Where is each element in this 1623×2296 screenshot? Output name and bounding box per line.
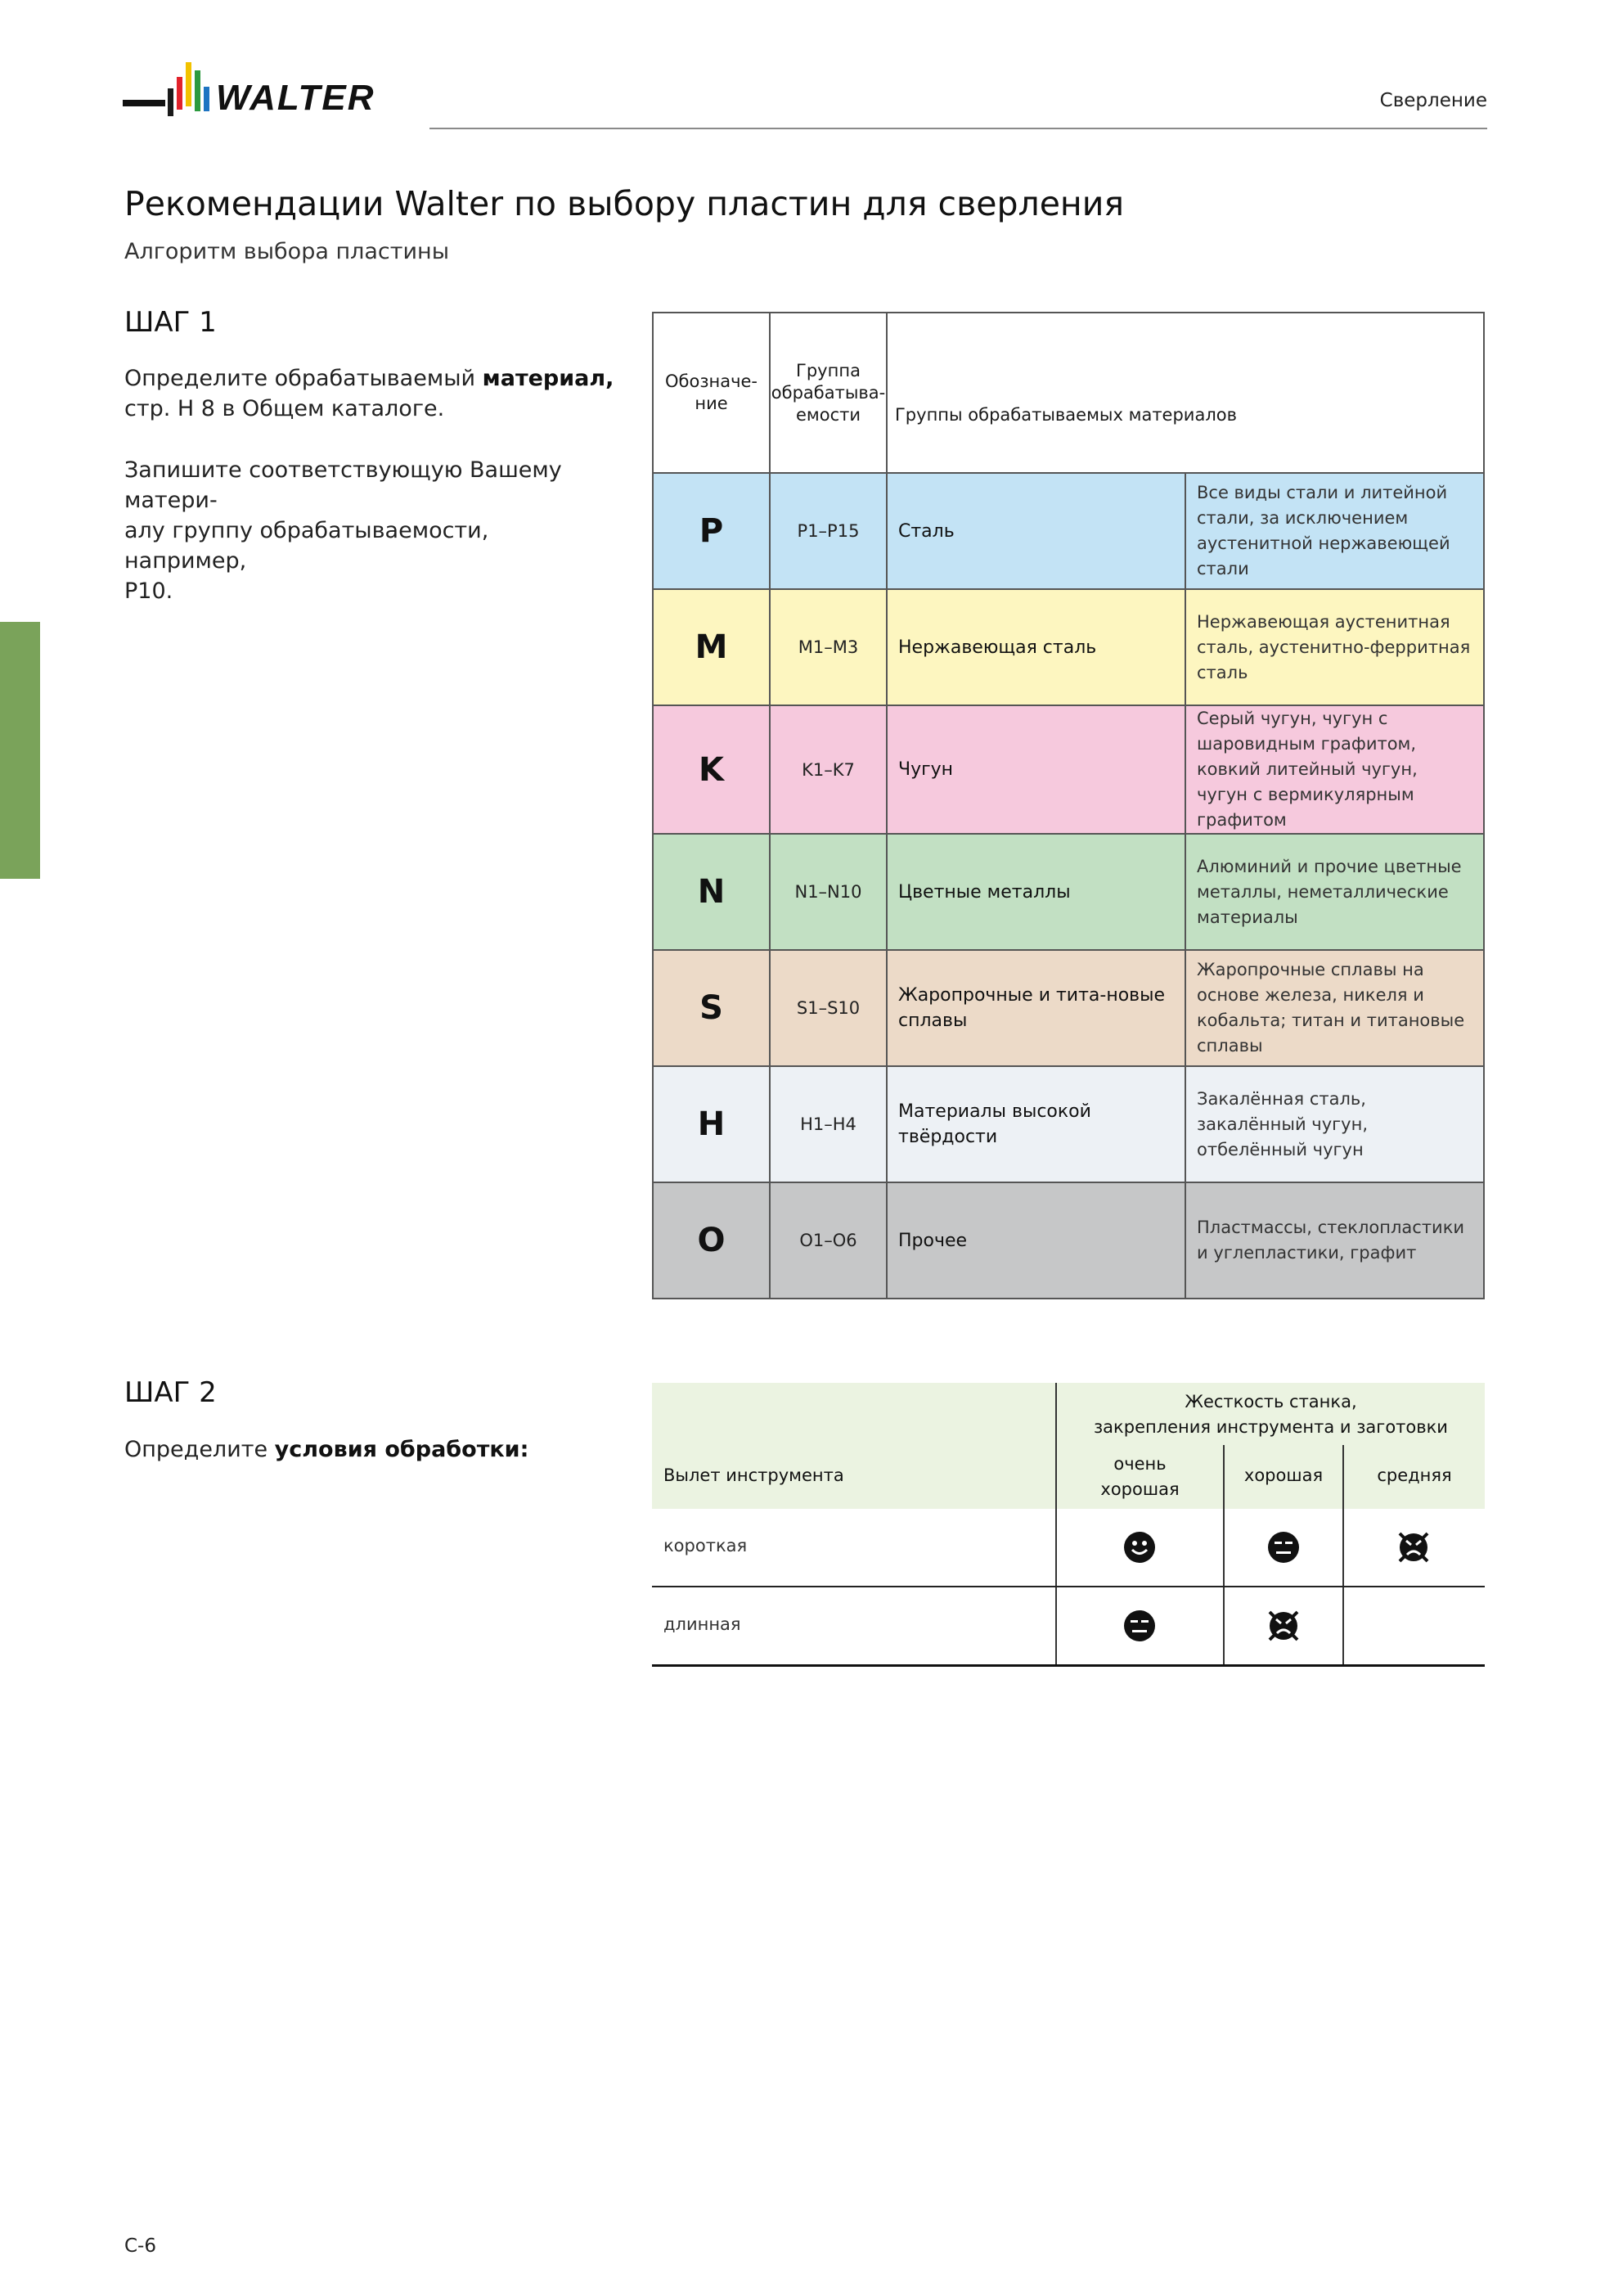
- side-tab-marker: [0, 622, 40, 879]
- material-letter: H: [653, 1066, 770, 1182]
- material-range: N1–N10: [770, 834, 887, 950]
- material-range: P1–P15: [770, 473, 887, 589]
- table-row: [653, 950, 1484, 1066]
- col-medium: средняя: [1377, 1465, 1452, 1485]
- conditions-table: [652, 1383, 1485, 1667]
- material-description: Все виды стали и литейной стали, за исключением аустенитной нержавеющей стали: [1185, 473, 1484, 589]
- material-range: O1–O6: [770, 1182, 887, 1299]
- table-row: [653, 705, 1484, 834]
- material-name: Жаропрочные и тита-новые сплавы: [887, 950, 1185, 1066]
- material-description: Нержавеющая аустенитная сталь, аустенитно-ферритная сталь: [1185, 589, 1484, 705]
- col-very-good: очень хорошая: [1100, 1454, 1180, 1499]
- material-range: H1–H4: [770, 1066, 887, 1182]
- step1-paragraph1: Определите обрабатываемый материал, стр. H 8 в Общем каталоге.: [124, 366, 614, 421]
- material-letter: M: [653, 589, 770, 705]
- material-name: Чугун: [887, 705, 1185, 834]
- table-row: [652, 1587, 1485, 1667]
- col-good: хорошая: [1243, 1465, 1324, 1485]
- material-description: Закалённая сталь, закалённый чугун, отбелённый чугун: [1185, 1066, 1484, 1182]
- step2-paragraph: Определите условия обработки:: [124, 1437, 529, 1462]
- header-group: Группа обрабатыва- емости: [770, 313, 887, 473]
- materials-table: [652, 312, 1485, 1299]
- materials-table-header: [653, 313, 1484, 473]
- material-letter: O: [653, 1182, 770, 1299]
- page-subtitle: Алгоритм выбора пластины: [124, 239, 450, 264]
- header-rule: [429, 128, 1487, 129]
- overhang-short: короткая: [663, 1536, 748, 1555]
- material-range: K1–K7: [770, 705, 887, 834]
- material-name: Нержавеющая сталь: [887, 589, 1185, 705]
- happy-face-icon: [1123, 1531, 1156, 1564]
- overhang-long: длинная: [663, 1614, 741, 1634]
- conditions-table-header: [652, 1383, 1485, 1509]
- header-materials: Группы обрабатываемых материалов: [887, 313, 1484, 473]
- table-row: [653, 1182, 1484, 1299]
- step2-heading: ШАГ 2: [124, 1376, 217, 1409]
- material-letter: P: [653, 473, 770, 589]
- material-description: Пластмассы, стеклопластики и углепластики, графит: [1185, 1182, 1484, 1299]
- material-letter: K: [653, 705, 770, 834]
- overhang-header: Вылет инструмента: [663, 1465, 844, 1485]
- material-description: Алюминий и прочие цветные металлы, неметаллические материалы: [1185, 834, 1484, 950]
- page-title: Рекомендации Walter по выбору пластин для сверления: [124, 184, 1125, 223]
- unhappy-face-icon: [1397, 1531, 1430, 1564]
- table-row: [652, 1509, 1485, 1587]
- neutral-face-icon: [1267, 1531, 1300, 1564]
- material-letter: N: [653, 834, 770, 950]
- material-description: Жаропрочные сплавы на основе железа, никеля и кобальта; титан и титановые сплавы: [1185, 950, 1484, 1066]
- page-number: C-6: [124, 2235, 156, 2257]
- header-code: Обозначе- ние: [653, 313, 770, 473]
- table-row: [653, 1066, 1484, 1182]
- step1-heading: ШАГ 1: [124, 306, 217, 339]
- table-row: [653, 473, 1484, 589]
- material-range: M1–M3: [770, 589, 887, 705]
- rigidity-header: Жесткость станка, закрепления инструмента и заготовки: [1094, 1392, 1448, 1437]
- table-row: [653, 834, 1484, 950]
- material-name: Сталь: [887, 473, 1185, 589]
- unhappy-face-icon: [1267, 1609, 1300, 1642]
- step1-paragraph2: Запишите соответствующую Вашему матери- алу группу обрабатываемости, например, P10.: [124, 457, 562, 604]
- section-label: Сверление: [1379, 90, 1487, 111]
- svg-text:WALTER: WALTER: [216, 78, 375, 118]
- material-name: Прочее: [887, 1182, 1185, 1299]
- material-letter: S: [653, 950, 770, 1066]
- material-range: S1–S10: [770, 950, 887, 1066]
- material-description: Серый чугун, чугун с шаровидным графитом, ковкий литейный чугун, чугун с вермикулярным графитом: [1185, 705, 1484, 834]
- table-row: [653, 589, 1484, 705]
- walter-logo: [123, 59, 401, 133]
- material-name: Материалы высокой твёрдости: [887, 1066, 1185, 1182]
- neutral-face-icon: [1123, 1609, 1156, 1642]
- material-name: Цветные металлы: [887, 834, 1185, 950]
